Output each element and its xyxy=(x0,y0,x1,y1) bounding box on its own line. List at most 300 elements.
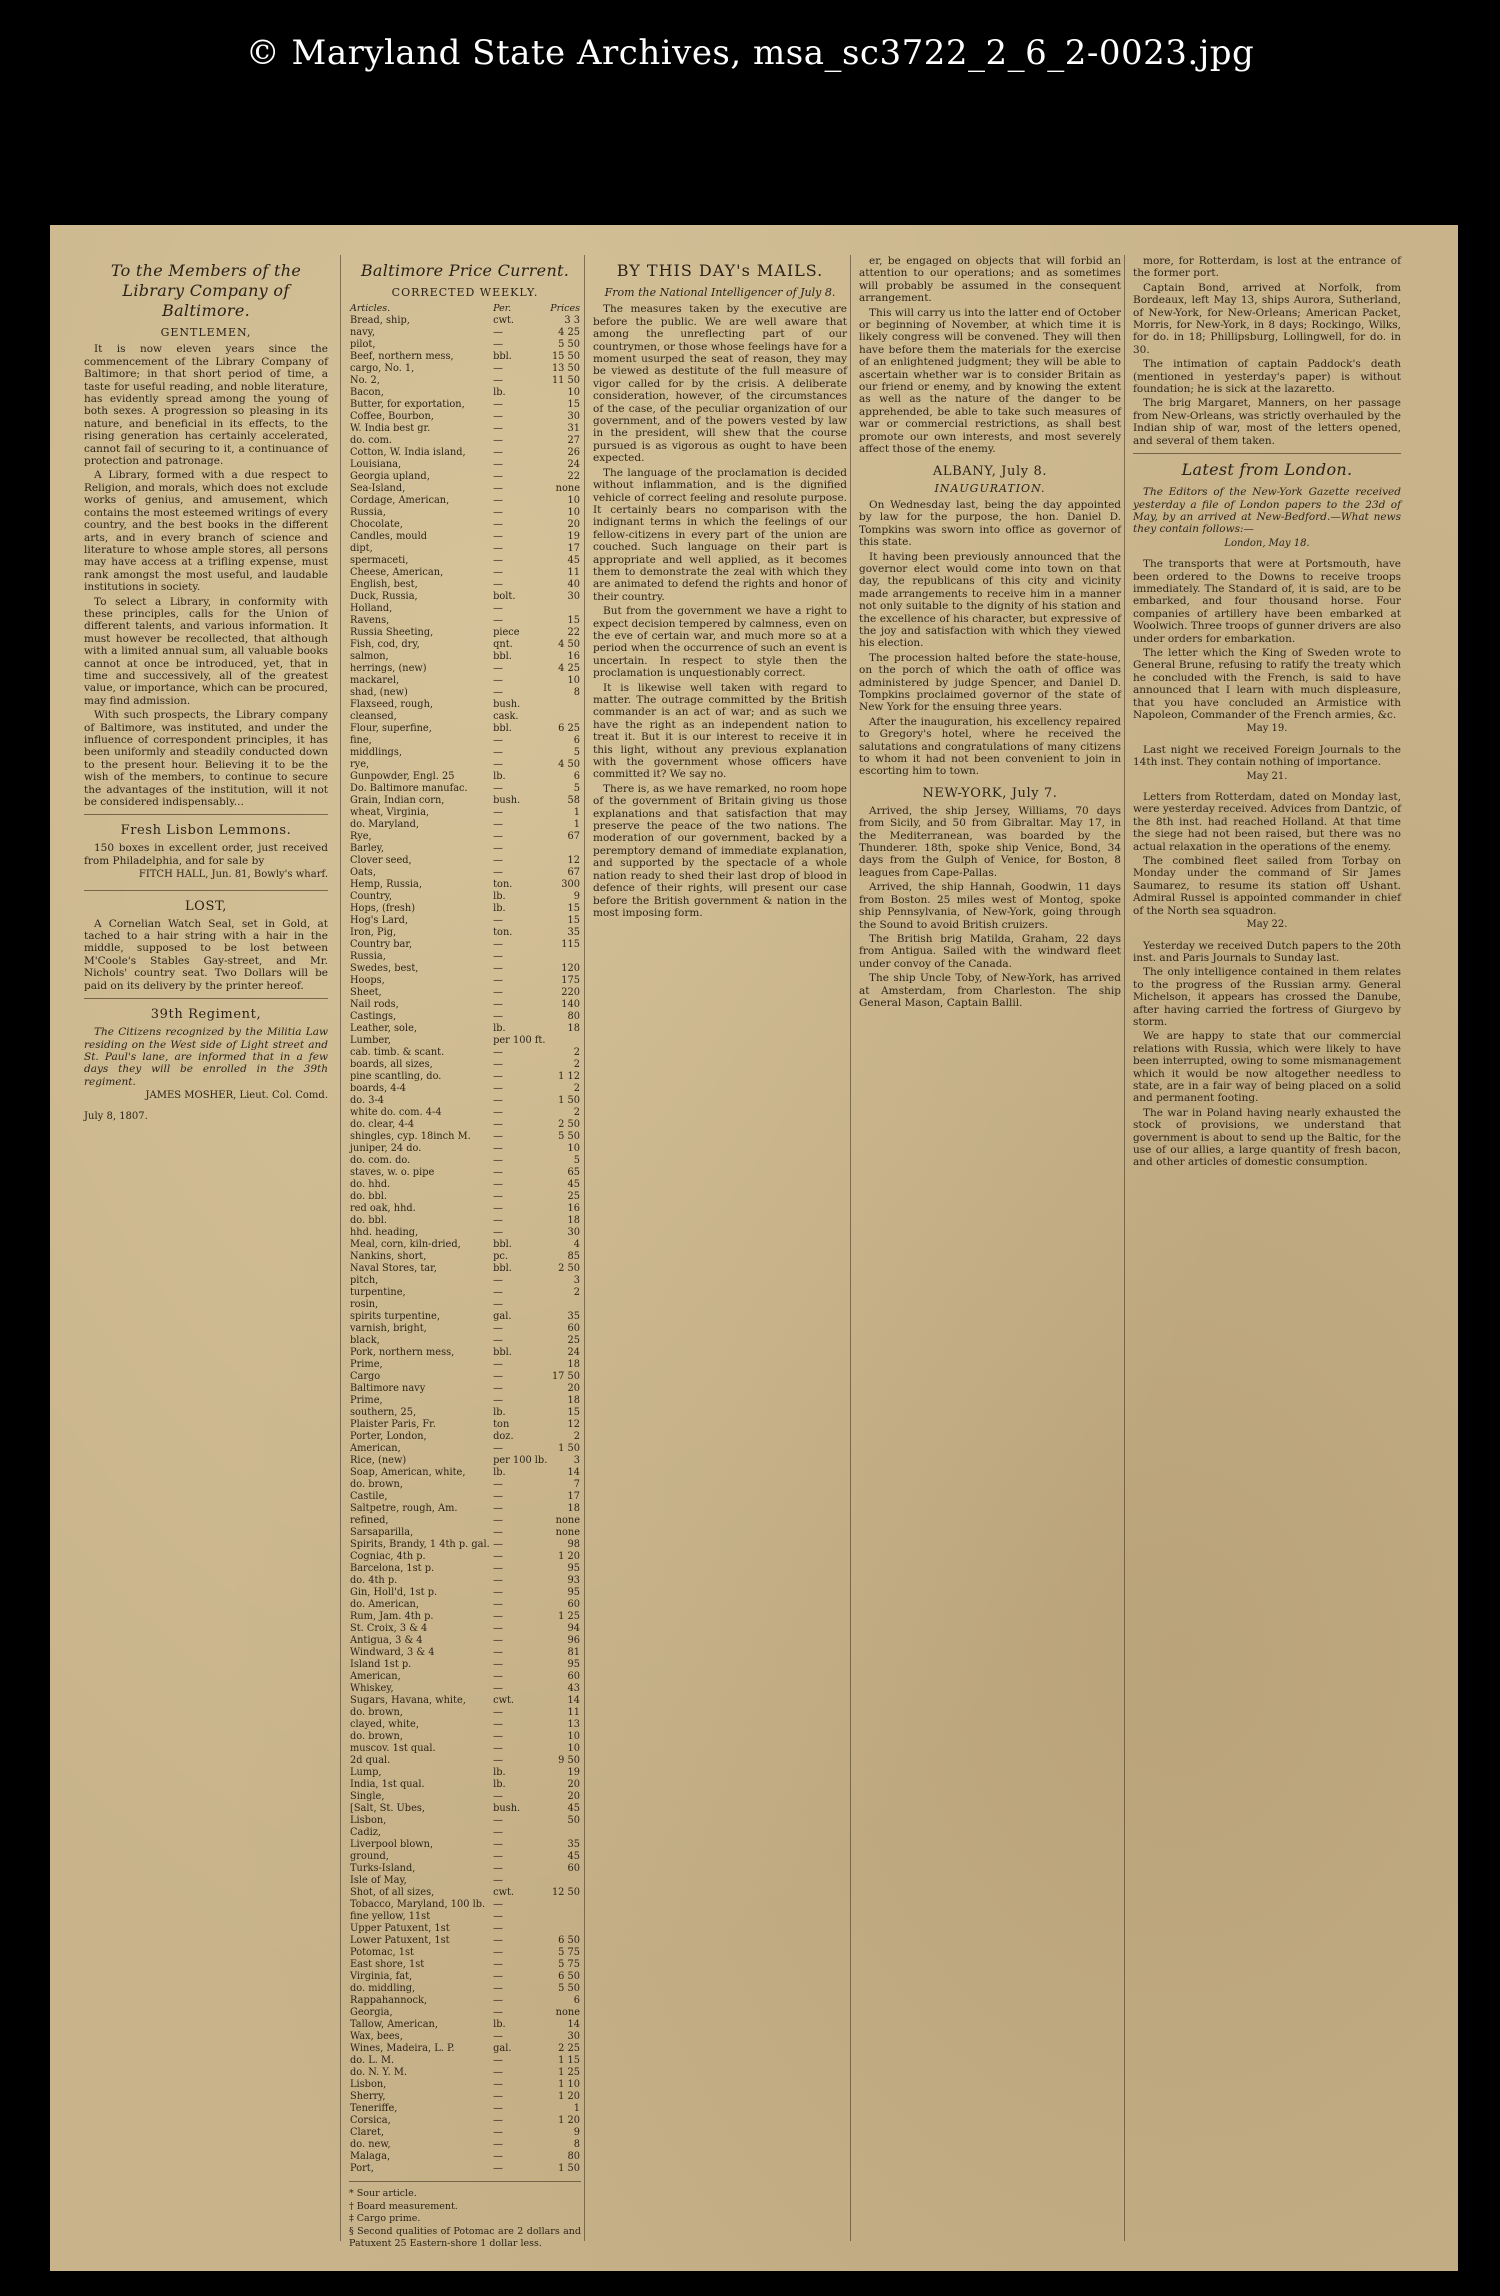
price-per: — xyxy=(493,2115,503,2127)
price-per: — xyxy=(493,1047,503,1059)
price-article: Tallow, American, xyxy=(350,2019,438,2031)
price-price: 11 xyxy=(567,567,580,579)
price-per: lb. xyxy=(493,891,506,903)
price-price: 1 10 xyxy=(558,2079,580,2091)
price-article: Cordage, American, xyxy=(350,495,450,507)
price-per: — xyxy=(493,2031,503,2043)
price-footnote: ‡ Cargo prime. xyxy=(349,2213,421,2225)
price-price: 220 xyxy=(561,987,580,999)
price-article: Russia Sheeting, xyxy=(350,627,434,639)
price-row xyxy=(349,1431,581,1443)
may22-paragraph: We are happy to state that our commercial relations with Russia, which were likely to have been interrupted, owing to some mismanagement which it would be now altogether needless to state, are in a fair way of being placed on a solid and permanent footing. xyxy=(1133,1030,1401,1105)
price-price: 2 25 xyxy=(558,2043,580,2055)
price-per: bush. xyxy=(493,795,521,807)
price-row xyxy=(349,1623,581,1635)
price-price: 1 xyxy=(573,819,580,831)
price-per: lb. xyxy=(493,1023,506,1035)
price-article: Gunpowder, Engl. 25 xyxy=(350,771,455,783)
price-price: 2 xyxy=(573,1431,580,1443)
price-row xyxy=(349,771,581,783)
price-price xyxy=(549,1827,581,1839)
divider xyxy=(84,890,328,891)
price-per: — xyxy=(493,1167,503,1179)
price-row xyxy=(349,471,581,483)
price-article: Duck, Russia, xyxy=(350,591,418,603)
price-per: — xyxy=(493,867,503,879)
price-price: 10 xyxy=(567,1743,580,1755)
price-row xyxy=(349,567,581,579)
price-price: 30 xyxy=(567,1227,580,1239)
price-per: — xyxy=(493,1119,503,1131)
price-row xyxy=(349,1215,581,1227)
price-per: — xyxy=(493,2103,503,2115)
price-price: 1 50 xyxy=(558,1095,580,1107)
london-date: London, May 18. xyxy=(1224,537,1310,549)
price-price: none xyxy=(555,2007,580,2019)
price-per: lb. xyxy=(493,903,506,915)
price-per: — xyxy=(493,1827,503,1839)
price-table-header xyxy=(349,303,581,315)
price-article: Country, xyxy=(350,891,392,903)
regiment-heading: 39th Regiment, xyxy=(150,1007,262,1023)
price-per: — xyxy=(493,843,503,855)
library-paragraph: A Library, formed with a due respect to Religion, and morals, which does not exclude works of genius, and amusement, which contains the most esteemed writings of every country, and the best books in the different arts, and in every branch of science and literature to whose ample stores, all persons may have access at a trifling expense, must rank amongst the most useful, and laudable institutions in society. xyxy=(84,469,328,594)
price-article: mackarel, xyxy=(350,675,400,687)
price-row xyxy=(349,1671,581,1683)
price-footnotes xyxy=(349,2188,581,2250)
price-price: 93 xyxy=(567,1575,580,1587)
price-row xyxy=(349,1131,581,1143)
price-per: piece xyxy=(493,627,520,639)
price-per: — xyxy=(493,507,503,519)
shipping-news-paragraph: The intimation of captain Paddock's death (mentioned in yesterday's paper) is without foundation; he is sick at the lazaretto. xyxy=(1133,358,1401,396)
price-per: — xyxy=(493,1443,503,1455)
price-per: — xyxy=(493,1491,503,1503)
price-price: 15 50 xyxy=(551,351,580,363)
price-row xyxy=(349,1503,581,1515)
price-price: 2 50 xyxy=(558,1119,580,1131)
price-article: Prime, xyxy=(350,1395,383,1407)
price-row xyxy=(349,1347,581,1359)
may22-paragraph: The only intelligence contained in them relates to the progress of the Russian army. General Michelson, it appears has crossed the Danube, after having carried the fortress of Giurgevo by storm. xyxy=(1133,966,1401,1028)
price-per: — xyxy=(493,339,503,351)
price-per: — xyxy=(493,363,503,375)
price-row xyxy=(349,1767,581,1779)
price-row xyxy=(349,1107,581,1119)
price-article: herrings, (new) xyxy=(350,663,427,675)
price-article: Turks-Island, xyxy=(350,1863,416,1875)
price-row xyxy=(349,1275,581,1287)
price-row xyxy=(349,1815,581,1827)
mails-source: From the National Intelligencer of July 8. xyxy=(604,286,836,299)
price-row xyxy=(349,843,581,855)
price-row xyxy=(349,2043,581,2055)
price-article: fine, xyxy=(350,735,372,747)
price-article: Beef, northern mess, xyxy=(350,351,454,363)
price-per: — xyxy=(493,1515,503,1527)
header-prices: Prices xyxy=(550,303,580,315)
price-row xyxy=(349,2007,581,2019)
price-article: Lump, xyxy=(350,1767,382,1779)
price-article: ground, xyxy=(350,1851,389,1863)
london-paragraph: The transports that were at Portsmouth, have been ordered to the Downs to receive troops immediately. The Standard of, it is said, are to be embarked, and four thousand horse. Four companies of artillery have been embarked at Woolwich. Three troops of gunner drivers are also under orders for embarkation. xyxy=(1133,558,1401,645)
price-per: cwt. xyxy=(493,1695,515,1707)
price-article: do. Maryland, xyxy=(350,819,419,831)
price-price xyxy=(549,951,581,963)
price-price: 60 xyxy=(567,1323,580,1335)
price-price: 30 xyxy=(567,2031,580,2043)
price-per: — xyxy=(493,471,503,483)
mails-paragraph: The language of the proclamation is decided without inflammation, and is the dignified vehicle of correct feeling and resolute purpose. It certainly bears no comparison with the indignant terms in which the feelings of our fellow-citizens in every part of the union are couched. Such language on their part is appropriate and well applied, as it becomes them to demonstrate the zeal with which they are animated to defend the rights and honor of their country. xyxy=(593,466,847,603)
price-per: cwt. xyxy=(493,315,515,327)
price-row xyxy=(349,1335,581,1347)
price-price: 6 xyxy=(573,735,580,747)
price-article: do. American, xyxy=(350,1599,419,1611)
price-per: — xyxy=(493,579,503,591)
price-row xyxy=(349,351,581,363)
price-price: 14 xyxy=(567,2019,580,2031)
price-price: 80 xyxy=(567,2151,580,2163)
price-per: — xyxy=(493,1563,503,1575)
price-article: Iron, Pig, xyxy=(350,927,397,939)
price-row xyxy=(349,711,581,723)
price-row xyxy=(349,951,581,963)
price-price: 7 xyxy=(573,1479,580,1491)
price-article: Baltimore navy xyxy=(350,1383,426,1395)
price-article: pitch, xyxy=(350,1275,379,1287)
price-row xyxy=(349,1071,581,1083)
price-article: cargo, No. 1, xyxy=(350,363,415,375)
price-per: — xyxy=(493,375,503,387)
price-per: — xyxy=(493,435,503,447)
london-intro: more, for Rotterdam, is lost at the entrance of the former port. xyxy=(1133,255,1401,280)
price-row xyxy=(349,1407,581,1419)
price-price: 20 xyxy=(567,1791,580,1803)
price-price: 16 xyxy=(567,1203,580,1215)
price-per: bolt. xyxy=(493,591,516,603)
price-per: — xyxy=(493,531,503,543)
price-row xyxy=(349,1539,581,1551)
price-per: — xyxy=(493,1623,503,1635)
price-row xyxy=(349,1683,581,1695)
price-row xyxy=(349,1743,581,1755)
price-per: — xyxy=(493,1743,503,1755)
price-price: 15 xyxy=(567,615,580,627)
price-price: 12 50 xyxy=(551,1887,580,1899)
price-per: — xyxy=(493,1107,503,1119)
price-price: 12 xyxy=(567,1419,580,1431)
price-article: Lisbon, xyxy=(350,2079,387,2091)
price-price: 6 25 xyxy=(558,723,580,735)
inauguration-heading: INAUGURATION. xyxy=(934,481,1046,495)
price-article: white do. com. 4-4 xyxy=(350,1107,442,1119)
price-row xyxy=(349,459,581,471)
price-per: — xyxy=(493,603,503,615)
london-lead: The Editors of the New-York Gazette received yesterday a file of London papers to the 23d of May, by an arrived at New-Bedford.—What news they contain follows:— xyxy=(1133,486,1401,536)
may19-date: May 19. xyxy=(1246,723,1288,735)
may22-date: May 22. xyxy=(1246,919,1288,931)
price-per: — xyxy=(493,1383,503,1395)
library-heading: To the Members of the Library Company of Baltimore. xyxy=(110,261,302,320)
price-article: Meal, corn, kiln-dried, xyxy=(350,1239,461,1251)
price-current-subheading: CORRECTED WEEKLY. xyxy=(391,286,539,299)
price-per: — xyxy=(493,1551,503,1563)
price-row xyxy=(349,2019,581,2031)
price-article: [Salt, St. Ubes, xyxy=(350,1803,426,1815)
price-price: 2 xyxy=(573,1047,580,1059)
price-price: 8 xyxy=(573,2139,580,2151)
price-price: 60 xyxy=(567,1863,580,1875)
price-row xyxy=(349,1911,581,1923)
price-article: Cadiz, xyxy=(350,1827,382,1839)
price-row xyxy=(349,1575,581,1587)
price-price: 1 xyxy=(573,807,580,819)
price-article: St. Croix, 3 & 4 xyxy=(350,1623,428,1635)
price-article: Flaxseed, rough, xyxy=(350,699,434,711)
price-per: lb. xyxy=(493,1779,506,1791)
price-per: — xyxy=(493,1359,503,1371)
price-price xyxy=(549,1035,581,1047)
price-per: — xyxy=(493,1731,503,1743)
newspaper-page xyxy=(50,225,1458,2271)
price-row xyxy=(349,2079,581,2091)
shipping-paragraph: The British brig Matilda, Graham, 22 days from Antigua. Sailed with the windward fleet under convoy of the Canada. xyxy=(859,932,1121,970)
price-price: 10 xyxy=(567,1143,580,1155)
library-paragraph: With such prospects, the Library company of Baltimore, was instituted, and under the influence of correspondent principles, it has been uniformly and steadily conducted down to the present hour. Believing it to be the wish of the members, to continue to secure the advantages of the institution, will it not be considered indispensably... xyxy=(84,709,328,809)
price-price: 18 xyxy=(567,1359,580,1371)
price-row xyxy=(349,1251,581,1263)
price-row xyxy=(349,1659,581,1671)
price-per: — xyxy=(493,1971,503,1983)
library-salutation: GENTLEMEN, xyxy=(160,326,252,339)
price-price: 5 75 xyxy=(558,1947,580,1959)
price-article: Bread, ship, xyxy=(350,315,410,327)
price-row xyxy=(349,867,581,879)
price-row xyxy=(349,987,581,999)
price-row xyxy=(349,1755,581,1767)
price-price: 58 xyxy=(567,795,580,807)
price-row xyxy=(349,747,581,759)
price-row xyxy=(349,1851,581,1863)
price-per: — xyxy=(493,2151,503,2163)
header-per: Per. xyxy=(493,303,512,315)
price-row xyxy=(349,1611,581,1623)
price-price: 5 50 xyxy=(558,1983,580,1995)
price-article: refined, xyxy=(350,1515,389,1527)
price-per: cask. xyxy=(493,711,519,723)
price-article: Lisbon, xyxy=(350,1815,387,1827)
price-article: India, 1st qual. xyxy=(350,1779,425,1791)
price-per: — xyxy=(493,735,503,747)
price-per: doz. xyxy=(493,1431,514,1443)
price-price: 2 xyxy=(573,1083,580,1095)
price-price: 15 xyxy=(567,1407,580,1419)
price-row xyxy=(349,1167,581,1179)
price-price: 35 xyxy=(567,1311,580,1323)
price-price: 35 xyxy=(567,927,580,939)
price-row xyxy=(349,411,581,423)
price-row xyxy=(349,1239,581,1251)
price-per: — xyxy=(493,951,503,963)
price-per: — xyxy=(493,1983,503,1995)
column-library xyxy=(84,255,336,2241)
price-price: 3 3 xyxy=(564,315,580,327)
price-row xyxy=(349,315,581,327)
price-row xyxy=(349,1959,581,1971)
price-price: 18 xyxy=(567,1395,580,1407)
price-article: Single, xyxy=(350,1791,385,1803)
price-row xyxy=(349,519,581,531)
price-per: — xyxy=(493,1755,503,1767)
price-row xyxy=(349,1563,581,1575)
price-row xyxy=(349,1971,581,1983)
header-articles: Articles. xyxy=(350,303,391,315)
price-price: 18 xyxy=(567,1215,580,1227)
may21-paragraph: Letters from Rotterdam, dated on Monday last, were yesterday received. Advices from Dantzic, of the 8th inst. had reached Holland. At that time the siege had not been raised, but there was no actual relaxation in the operations of the enemy. xyxy=(1133,791,1401,853)
price-row xyxy=(349,531,581,543)
price-row xyxy=(349,915,581,927)
price-article: Soap, American, white, xyxy=(350,1467,466,1479)
price-per: — xyxy=(493,459,503,471)
price-price: 8 xyxy=(573,687,580,699)
price-price xyxy=(549,1923,581,1935)
price-article: do. com. xyxy=(350,435,393,447)
price-article: Liverpool blown, xyxy=(350,1839,434,1851)
price-row xyxy=(349,1467,581,1479)
price-row xyxy=(349,735,581,747)
price-article: do. com. do. xyxy=(350,1155,411,1167)
inauguration-paragraph: The procession halted before the state-house, on the porch of which the oath of office was administered by judge Spencer, and Daniel D. Tompkins proclaimed governor of the state of New York for the ensuing three years. xyxy=(859,651,1121,714)
price-article: Lower Patuxent, 1st xyxy=(350,1935,450,1947)
regiment-signature: JAMES MOSHER, Lieut. Col. Comd. xyxy=(145,1090,328,1102)
price-row xyxy=(349,1227,581,1239)
price-row xyxy=(349,1875,581,1887)
price-row xyxy=(349,927,581,939)
price-row xyxy=(349,1443,581,1455)
price-row xyxy=(349,1647,581,1659)
price-article: Island 1st p. xyxy=(350,1659,412,1671)
price-article: East shore, 1st xyxy=(350,1959,425,1971)
price-article: Cogniac, 4th p. xyxy=(350,1551,426,1563)
price-row xyxy=(349,2115,581,2127)
price-per: — xyxy=(493,1503,503,1515)
price-article: navy, xyxy=(350,327,376,339)
price-price: 6 xyxy=(573,1995,580,2007)
price-article: Isle of May, xyxy=(350,1875,407,1887)
price-row xyxy=(349,627,581,639)
price-row xyxy=(349,663,581,675)
price-article: turpentine, xyxy=(350,1287,406,1299)
price-price: 20 xyxy=(567,1383,580,1395)
price-article: Malaga, xyxy=(350,2151,391,2163)
price-article: southern, 25, xyxy=(350,1407,417,1419)
price-per: — xyxy=(493,411,503,423)
price-price: 20 xyxy=(567,519,580,531)
inauguration-paragraph: After the inauguration, his excellency repaired to Gregory's hotel, where he received the salutations and congratulations of many citizens to whom it had not been convenient to join in escorting him to town. xyxy=(859,715,1121,778)
price-price: 15 xyxy=(567,915,580,927)
column-albany xyxy=(850,255,1129,2241)
price-price: 13 50 xyxy=(551,363,580,375)
price-price: 30 xyxy=(567,591,580,603)
price-per: bbl. xyxy=(493,1263,512,1275)
price-current-heading: Baltimore Price Current. xyxy=(360,261,570,280)
price-article: Claret, xyxy=(350,2127,385,2139)
price-per: — xyxy=(493,1611,503,1623)
shipping-paragraph: Arrived, the ship Jersey, Williams, 70 days from Sicily, and 50 from Gibraltar. May 17, in the Mediterranean, was boarded by the Thunderer. 18th, spoke ship Venice, Bond, 34 days from the Gulph of Venice, for Boston, 8 leagues from Cape-Pallas. xyxy=(859,804,1121,879)
price-price xyxy=(549,1875,581,1887)
price-price: 3 xyxy=(573,1275,580,1287)
price-article: Hog's Lard, xyxy=(350,915,408,927)
price-per: ton. xyxy=(493,879,513,891)
price-price: 26 xyxy=(567,447,580,459)
price-row xyxy=(349,399,581,411)
price-price: 85 xyxy=(567,1251,580,1263)
price-row xyxy=(349,615,581,627)
price-row xyxy=(349,1695,581,1707)
price-per: — xyxy=(493,1995,503,2007)
price-per: — xyxy=(493,807,503,819)
price-price: 16 xyxy=(567,651,580,663)
price-per: — xyxy=(493,1203,503,1215)
price-price: 30 xyxy=(567,411,580,423)
price-per: — xyxy=(493,1527,503,1539)
price-price: 175 xyxy=(561,975,580,987)
price-article: Ravens, xyxy=(350,615,390,627)
price-article: Do. Baltimore manufac. xyxy=(350,783,468,795)
mails-paragraph: There is, as we have remarked, no room hope of the government of Britain giving us those explanations and that satisfaction that may preserve the peace of the two nations. The moderation of our government, backed by a peremptory demand of immediate explanation, and supported by the spectacle of a whole nation ready to shed their last drop of blood in defence of their rights, will present our case before the British government & nation in the most imposing form. xyxy=(593,782,847,919)
divider xyxy=(84,814,328,815)
price-article: Shot, of all sizes, xyxy=(350,1887,435,1899)
price-per: — xyxy=(493,1899,503,1911)
price-per: — xyxy=(493,1539,503,1551)
price-article: Hemp, Russia, xyxy=(350,879,422,891)
price-article: Butter, for exportation, xyxy=(350,399,465,411)
price-per: — xyxy=(493,2067,503,2079)
price-price: 1 xyxy=(573,2103,580,2115)
price-article: do. 3-4 xyxy=(350,1095,385,1107)
column-price-current xyxy=(340,255,589,2250)
price-per: — xyxy=(493,1191,503,1203)
price-row xyxy=(349,795,581,807)
price-row xyxy=(349,1395,581,1407)
price-per: — xyxy=(493,1323,503,1335)
price-row xyxy=(349,1419,581,1431)
price-article: Swedes, best, xyxy=(350,963,419,975)
price-row xyxy=(349,1527,581,1539)
may22-paragraph: The war in Poland having nearly exhausted the stock of provisions, we understand that government is about to send up the Baltic, for the use of our allies, a large quantity of fresh bacon, and other articles of domestic consumption. xyxy=(1133,1106,1401,1169)
price-article: red oak, hhd. xyxy=(350,1203,416,1215)
price-article: rye, xyxy=(350,759,370,771)
price-per: — xyxy=(493,2163,503,2175)
price-article: Prime, xyxy=(350,1359,383,1371)
lemons-text: 150 boxes in excellent order, just received from Philadelphia, and for sale by xyxy=(84,842,328,867)
regiment-text: The Citizens recognized by the Militia Law residing on the West side of Light street and St. Paul's lane, are informed that in a few days they will be enrolled in the 39th regiment. xyxy=(84,1026,328,1088)
price-per: — xyxy=(493,1179,503,1191)
price-row xyxy=(349,327,581,339)
price-price: 11 xyxy=(567,1707,580,1719)
price-article: 2d qual. xyxy=(350,1755,391,1767)
price-row xyxy=(349,435,581,447)
price-article: Nail rods, xyxy=(350,999,399,1011)
price-per: — xyxy=(493,1095,503,1107)
price-price: 31 xyxy=(567,423,580,435)
price-row xyxy=(349,1119,581,1131)
price-article: Bacon, xyxy=(350,387,384,399)
price-price: 60 xyxy=(567,1599,580,1611)
price-price xyxy=(549,699,581,711)
price-per: bbl. xyxy=(493,723,512,735)
price-row xyxy=(349,1947,581,1959)
